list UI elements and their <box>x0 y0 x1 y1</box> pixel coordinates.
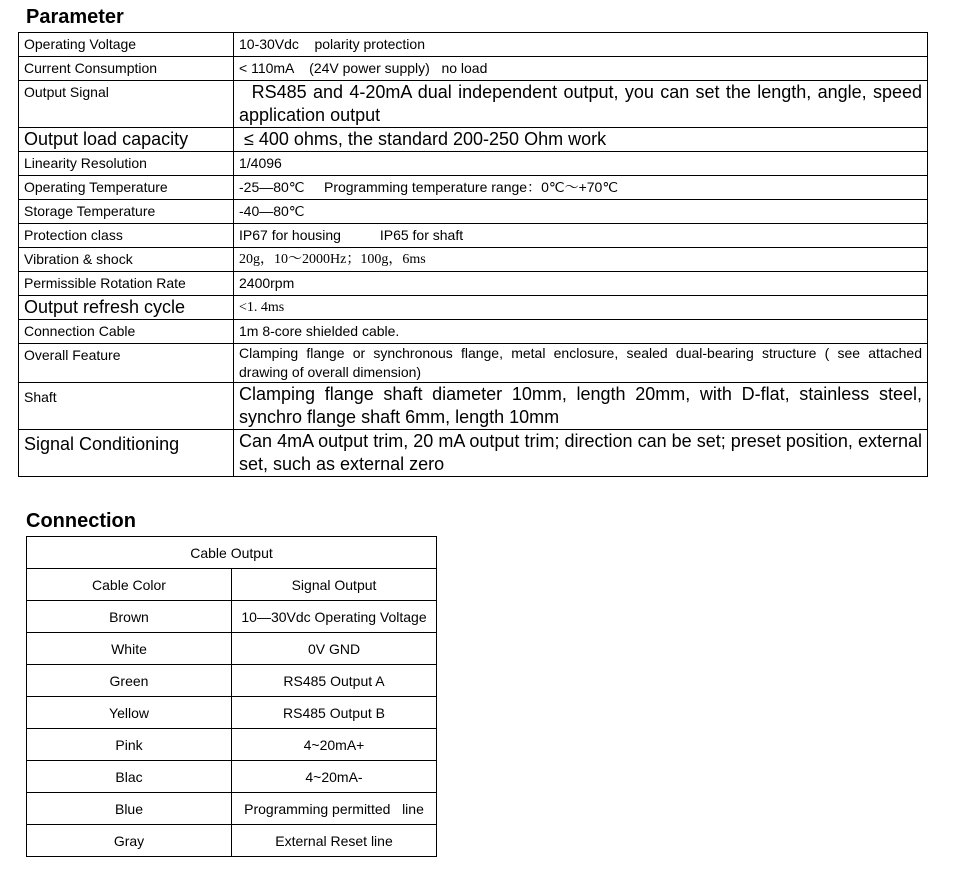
conn-signal: 0V GND <box>232 633 437 665</box>
conn-signal: RS485 Output B <box>232 697 437 729</box>
conn-row <box>27 601 437 633</box>
param-value: 1/4096 <box>234 152 928 176</box>
conn-signal: External Reset line <box>232 825 437 857</box>
conn-signal: Programming permitted line <box>232 793 437 825</box>
param-value: Can 4mA output trim, 20 mA output trim; direction can be set; preset position, external set, such as external zero <box>234 430 928 477</box>
param-row <box>19 81 928 128</box>
param-key: Overall Feature <box>19 344 234 383</box>
conn-row <box>27 665 437 697</box>
param-row <box>19 224 928 248</box>
conn-row <box>27 761 437 793</box>
conn-color: Pink <box>27 729 232 761</box>
conn-signal: 4~20mA+ <box>232 729 437 761</box>
param-row <box>19 430 928 477</box>
param-key: Linearity Resolution <box>19 152 234 176</box>
conn-row <box>27 825 437 857</box>
param-value: 2400rpm <box>234 272 928 296</box>
param-value: <1. 4ms <box>234 296 928 320</box>
connection-table <box>26 536 437 857</box>
parameter-table <box>18 32 928 477</box>
conn-header-color: Cable Color <box>27 569 232 601</box>
param-key: Connection Cable <box>19 320 234 344</box>
param-key: Current Consumption <box>19 57 234 81</box>
conn-title-row <box>27 537 437 569</box>
param-row <box>19 200 928 224</box>
conn-color: Blac <box>27 761 232 793</box>
param-key: Permissible Rotation Rate <box>19 272 234 296</box>
conn-signal: 4~20mA- <box>232 761 437 793</box>
conn-signal: 10—30Vdc Operating Voltage <box>232 601 437 633</box>
param-value: IP67 for housing IP65 for shaft <box>234 224 928 248</box>
param-value: 20g，10～2000Hz；100g，6ms <box>234 248 928 272</box>
param-row <box>19 248 928 272</box>
connection-heading: Connection <box>26 510 136 532</box>
conn-color: Brown <box>27 601 232 633</box>
param-value: Clamping flange shaft diameter 10mm, length 20mm, with D-flat, stainless steel, synchro flange shaft 6mm, length 10mm <box>234 383 928 430</box>
param-row <box>19 33 928 57</box>
conn-row <box>27 697 437 729</box>
param-key: Output refresh cycle <box>19 296 234 320</box>
conn-color: Green <box>27 665 232 697</box>
param-key: Protection class <box>19 224 234 248</box>
param-value: 1m 8-core shielded cable. <box>234 320 928 344</box>
param-value: Clamping flange or synchronous flange, metal enclosure, sealed dual-bearing structure ( see attached drawing of overall dimension) <box>234 344 928 383</box>
param-row <box>19 176 928 200</box>
conn-header-signal: Signal Output <box>232 569 437 601</box>
conn-color: Yellow <box>27 697 232 729</box>
param-key: Shaft <box>19 383 234 430</box>
conn-header-row <box>27 569 437 601</box>
param-key: Output Signal <box>19 81 234 128</box>
param-value: -25—80℃ Programming temperature range：0℃～+70℃ <box>234 176 928 200</box>
param-key: Vibration & shock <box>19 248 234 272</box>
param-key: Operating Temperature <box>19 176 234 200</box>
param-key: Operating Voltage <box>19 33 234 57</box>
param-row <box>19 57 928 81</box>
conn-color: Blue <box>27 793 232 825</box>
param-row <box>19 344 928 383</box>
conn-row <box>27 793 437 825</box>
param-value: -40—80℃ <box>234 200 928 224</box>
param-row <box>19 320 928 344</box>
param-row <box>19 152 928 176</box>
param-row <box>19 296 928 320</box>
param-key: Output load capacity <box>19 128 234 152</box>
conn-color: Gray <box>27 825 232 857</box>
conn-signal: RS485 Output A <box>232 665 437 697</box>
param-value: RS485 and 4-20mA dual independent output, you can set the length, angle, speed application output <box>234 81 928 128</box>
param-row <box>19 383 928 430</box>
param-value: 10-30Vdc polarity protection <box>234 33 928 57</box>
conn-row <box>27 729 437 761</box>
param-key: Storage Temperature <box>19 200 234 224</box>
param-value: ≤ 400 ohms, the standard 200-250 Ohm work <box>234 128 928 152</box>
param-row <box>19 128 928 152</box>
conn-title: Cable Output <box>27 537 437 569</box>
param-value: < 110mA (24V power supply) no load <box>234 57 928 81</box>
param-row <box>19 272 928 296</box>
param-key: Signal Conditioning <box>19 430 234 477</box>
parameter-heading: Parameter <box>26 6 124 28</box>
conn-row <box>27 633 437 665</box>
conn-color: White <box>27 633 232 665</box>
